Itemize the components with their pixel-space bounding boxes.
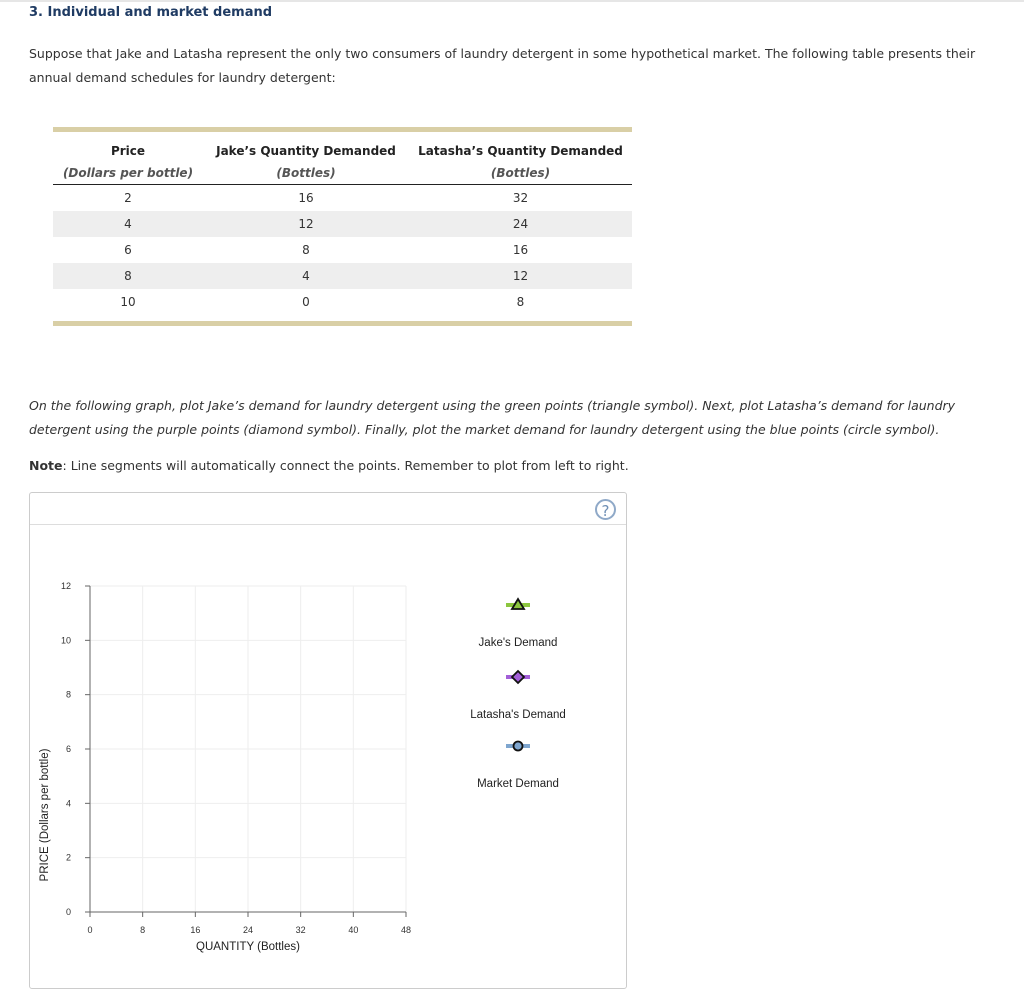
note xyxy=(29,458,629,473)
table-row xyxy=(53,185,632,212)
cell-price: 6 xyxy=(124,243,132,257)
graph-panel xyxy=(29,492,627,989)
y-tick-label: 2 xyxy=(65,852,71,863)
cell-jake: 12 xyxy=(203,211,409,237)
legend-label: Latasha's Demand xyxy=(470,709,566,721)
cell-price: 8 xyxy=(53,263,203,289)
y-axis-label: PRICE (Dollars per bottle) xyxy=(39,748,51,882)
y-tick-label: 10 xyxy=(60,635,71,646)
y-tick-label: 4 xyxy=(65,798,71,809)
cell-jake: 4 xyxy=(203,263,409,289)
header-jake: Jake’s Quantity Demanded xyxy=(216,144,396,158)
x-tick-label: 24 xyxy=(242,925,254,935)
cell-price: 10 xyxy=(120,295,136,309)
cell-jake: 0 xyxy=(302,295,310,309)
header-price: Price xyxy=(110,144,146,158)
subheader-latasha: (Bottles) xyxy=(409,162,632,185)
question-title: 3. Individual and market demand xyxy=(29,5,273,20)
note-text: : Line segments will automatically connect the points. Remember to plot from left to right. xyxy=(62,458,629,473)
table-row xyxy=(53,263,632,289)
help-button[interactable]: ? xyxy=(595,499,616,520)
x-tick-label: 40 xyxy=(348,925,359,935)
cell-latasha: 8 xyxy=(516,295,525,309)
graph-toolbar xyxy=(30,493,626,525)
instructions-line-1: On the following graph, plot Jake’s demand for laundry detergent using the green points (triangle symbol). Next, plot Latasha’s demand for laundry xyxy=(29,398,956,413)
cell-latasha: 12 xyxy=(409,263,632,289)
subheader-price: (Dollars per bottle) xyxy=(53,162,203,185)
legend-label: Market Demand xyxy=(477,778,559,790)
x-axis-label: QUANTITY (Bottles) xyxy=(196,941,300,953)
subheader-jake: (Bottles) xyxy=(203,162,409,185)
cell-jake: 16 xyxy=(298,191,314,205)
y-tick-label: 12 xyxy=(60,581,71,591)
intro-line-2: annual demand schedules for laundry detergent: xyxy=(29,70,336,85)
x-tick-label: 48 xyxy=(400,925,412,935)
legend-label: Jake's Demand xyxy=(478,637,558,649)
y-tick-label: 0 xyxy=(65,907,71,917)
y-tick-label: 6 xyxy=(65,744,71,754)
cell-latasha: 24 xyxy=(409,211,632,237)
cell-jake: 8 xyxy=(302,243,310,257)
table-row xyxy=(53,237,632,263)
y-tick-label: 8 xyxy=(65,689,71,700)
note-label: Note xyxy=(29,458,63,473)
table-row xyxy=(53,211,632,237)
x-tick-label: 0 xyxy=(87,925,93,935)
top-divider xyxy=(0,0,1024,2)
instructions-line-2: detergent using the purple points (diamond symbol). Finally, plot the market demand for laundry detergent using the blue points (circle symbol). xyxy=(29,422,940,437)
intro-line-1: Suppose that Jake and Latasha represent the only two consumers of laundry detergent in some hypothetical market. The following table presents their xyxy=(29,46,976,61)
cell-latasha: 32 xyxy=(512,191,529,205)
cell-price: 4 xyxy=(53,211,203,237)
demand-schedule-table xyxy=(53,127,632,326)
x-tick-label: 8 xyxy=(140,925,146,935)
x-tick-label: 32 xyxy=(295,925,306,935)
x-tick-label: 16 xyxy=(190,925,201,935)
cell-latasha: 16 xyxy=(512,243,529,257)
table-row xyxy=(53,289,632,324)
cell-price: 2 xyxy=(124,191,132,205)
header-latasha: Latasha’s Quantity Demanded xyxy=(418,144,623,158)
